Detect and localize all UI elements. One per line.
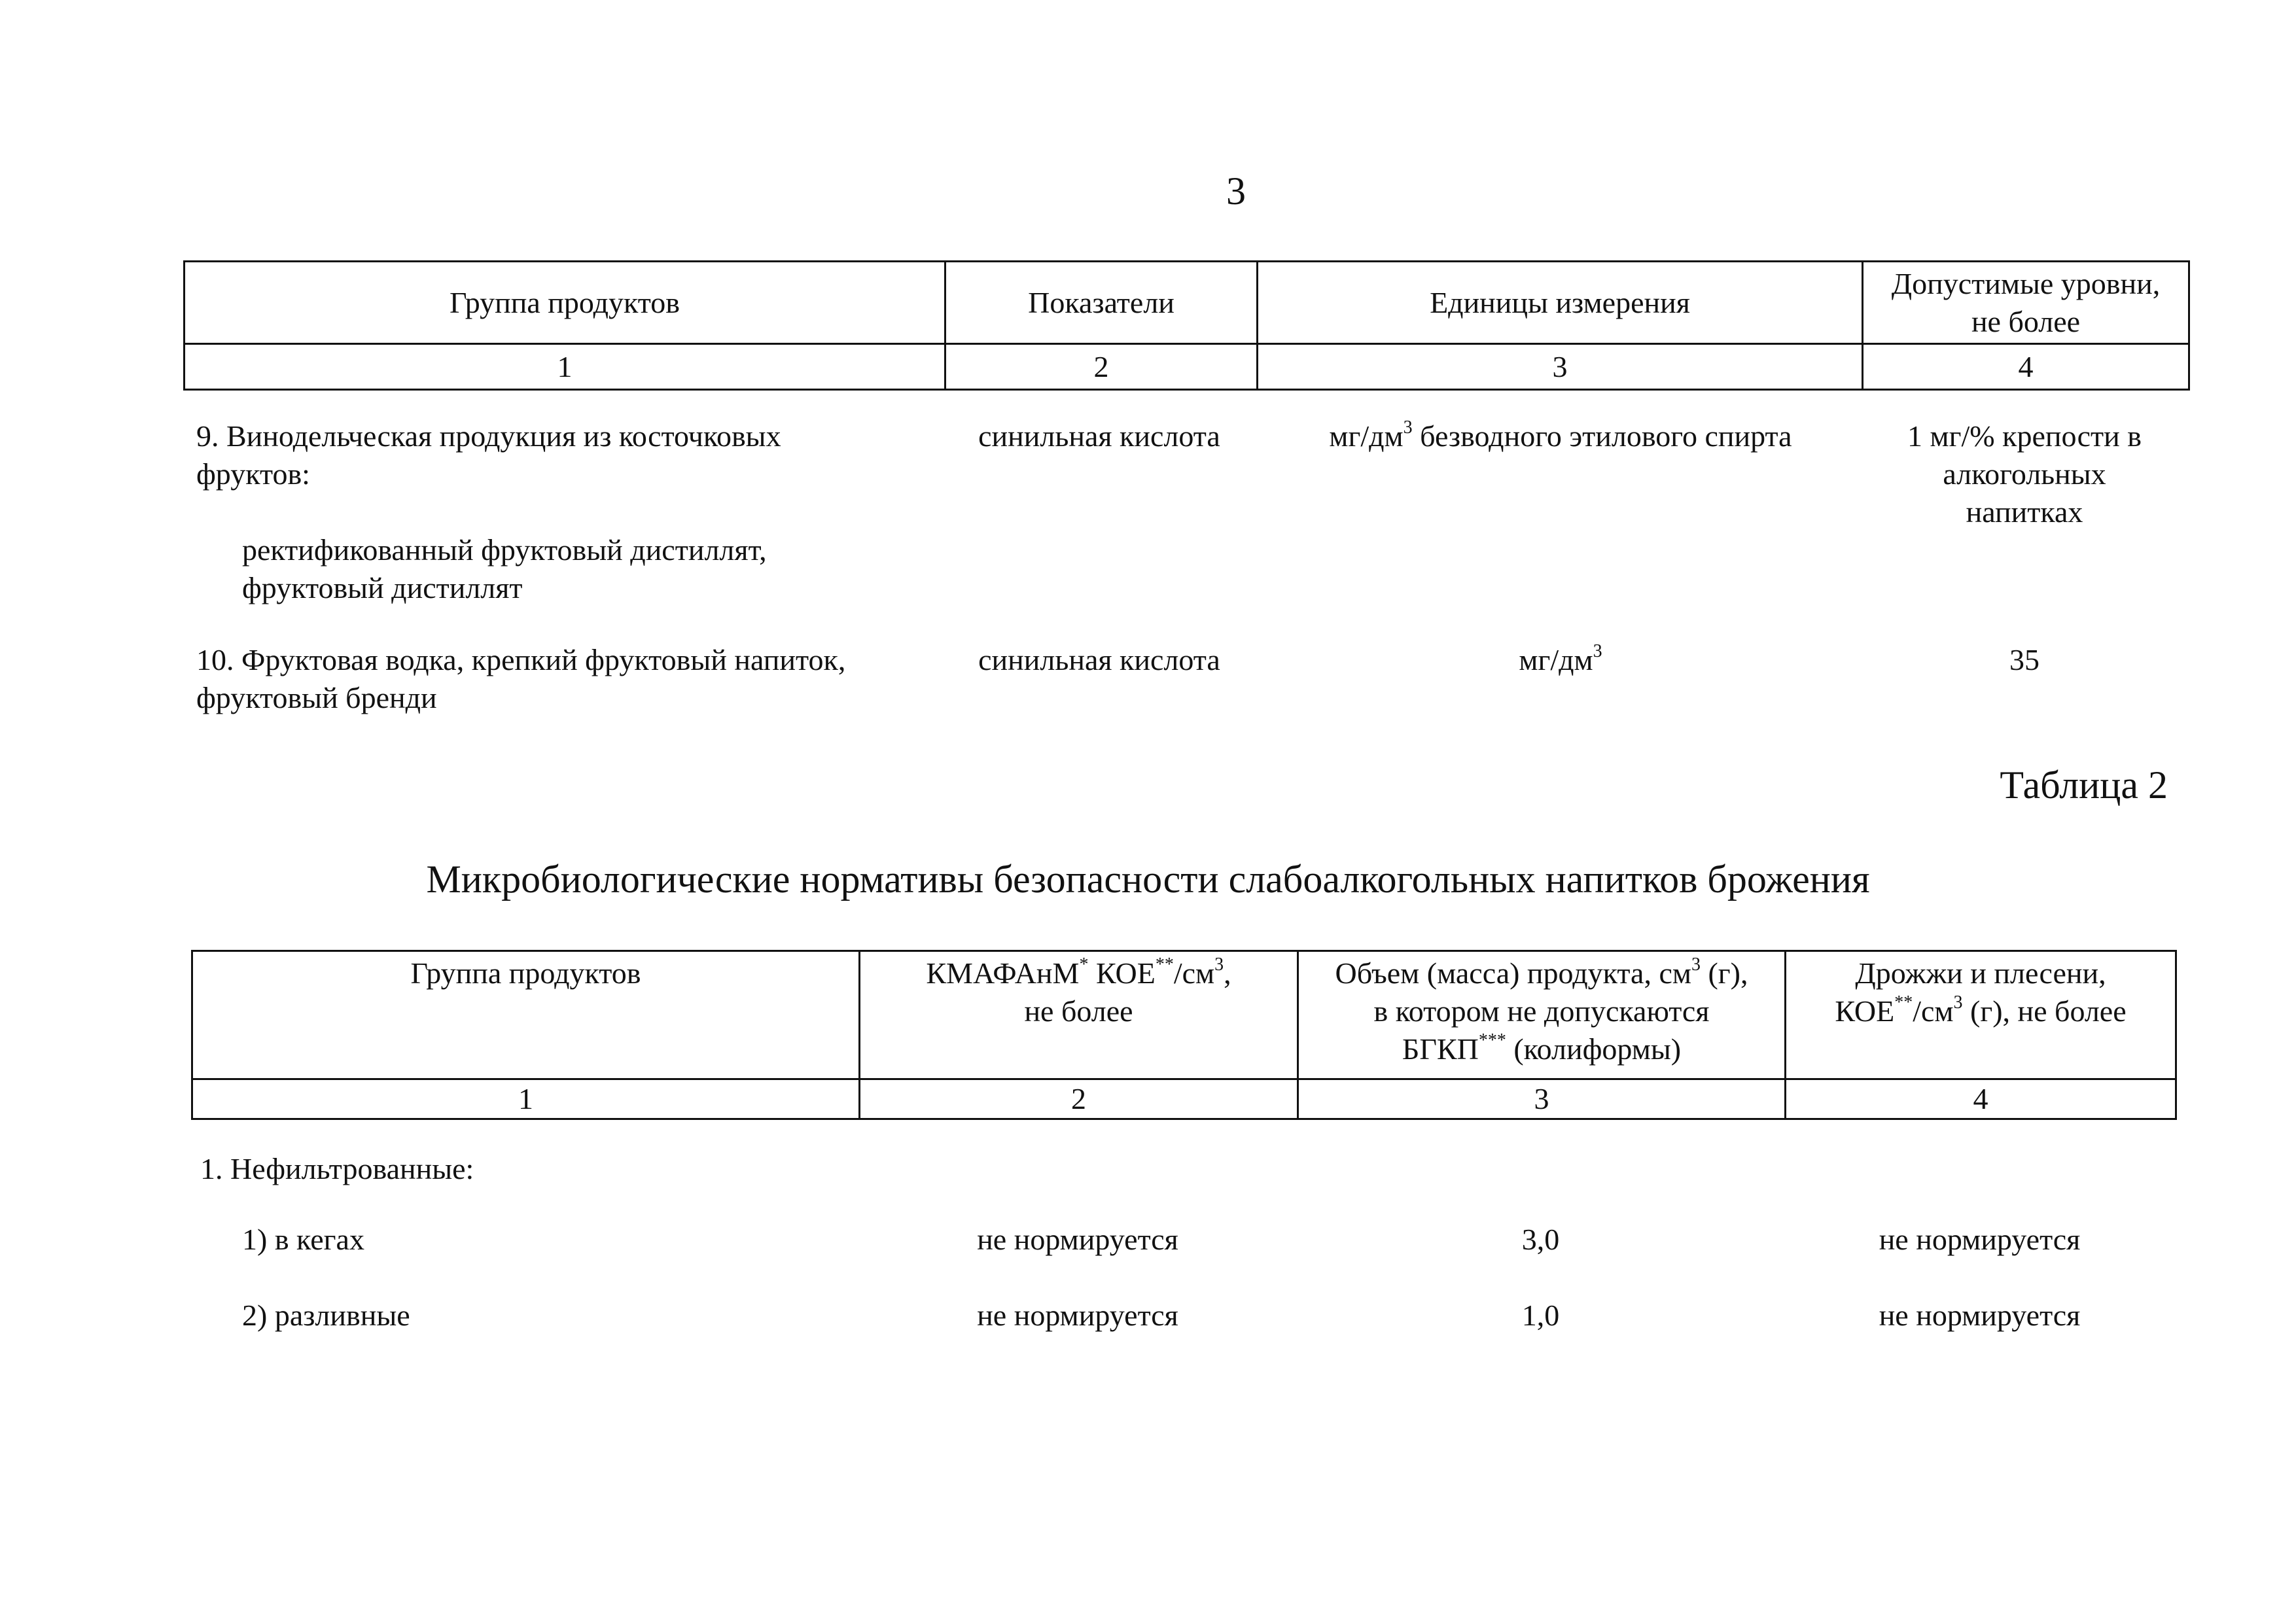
table2-title: Микробиологические нормативы безопасности слабоалкогольных напитков брожения	[426, 858, 1870, 901]
table1-row9-unit-main: мг/дм	[1329, 419, 1404, 453]
table1-row9-group-line1: 9. Винодельческая продукция из косточковых	[196, 419, 781, 453]
table2-header-kmafanm-text-c: /см	[1173, 956, 1215, 990]
table1-row9-group-line2: фруктов:	[196, 457, 310, 491]
table2-colnum-2: 2	[860, 1079, 1298, 1119]
table2-header-yeast-line2	[1793, 992, 2168, 1030]
table2-header-volume-line2: в котором не допускаются	[1373, 994, 1710, 1028]
table2-header-volume-text-b: (г),	[1700, 956, 1748, 990]
table2-header-kmafanm-text-d: ,	[1224, 956, 1231, 990]
table2-header-kmafanm-sup3: 3	[1214, 954, 1224, 975]
table2-colnum-1: 1	[192, 1079, 860, 1119]
table2-colnum-3: 3	[1298, 1079, 1786, 1119]
table2-label: Таблица 2	[2000, 763, 2168, 807]
table2-header-kmafanm-line1	[867, 954, 1290, 992]
table1-header-level	[1863, 262, 2189, 344]
table1-header-group: Группа продуктов	[185, 262, 945, 344]
table1-colnum-2: 2	[945, 344, 1258, 390]
table2-header-yeast-line1: Дрожжи и плесени,	[1855, 956, 2106, 990]
table2-colnum-4: 4	[1786, 1079, 2176, 1119]
table2-header-group: Группа продуктов	[192, 951, 860, 1079]
table2-header-volume-line3	[1305, 1030, 1778, 1068]
table1-row10-unit	[1256, 641, 1865, 679]
table1-row9-unit-sup: 3	[1403, 417, 1413, 438]
table1-colnum-3: 3	[1258, 344, 1863, 390]
table2-row1-group: 1) в кегах	[242, 1223, 364, 1256]
table1-row9-level-line1: 1 мг/% крепости в	[1907, 419, 2142, 453]
table2-header-volume-sup2: ***	[1478, 1030, 1506, 1051]
table1-header-unit: Единицы измерения	[1258, 262, 1863, 344]
table2-header-yeast	[1786, 951, 2176, 1079]
table2-header-volume-text-c: БГКП	[1402, 1032, 1479, 1066]
table2-header	[191, 950, 2177, 1120]
table1-row9-subgroup	[196, 531, 949, 607]
table2-section-unfiltered: 1. Нефильтрованные:	[200, 1152, 474, 1185]
table1-row9-unit	[1256, 417, 1865, 455]
table2-header-kmafanm	[860, 951, 1298, 1079]
table1-header-level-line1: Допустимые уровни,	[1891, 266, 2161, 300]
table1-row9-subgroup-line1: ректификованный фруктовый дистиллят,	[242, 533, 767, 567]
table1-row10-group-line1: 10. Фруктовая водка, крепкий фруктовый напиток,	[196, 643, 846, 676]
table1-header-indicator: Показатели	[945, 262, 1258, 344]
table2-header-kmafanm-text-b: КОЕ	[1088, 956, 1156, 990]
table1-row9-level-line3: напитках	[1966, 495, 2083, 529]
table1-row9-level-line2: алкогольных	[1943, 457, 2106, 491]
table2-row2-volume: 1,0	[1521, 1299, 1560, 1332]
table2-row1-kmafanm: не нормируется	[977, 1223, 1178, 1256]
table1-row9-unit-rest: безводного этилового спирта	[1412, 419, 1792, 453]
table2-row2-group: 2) разливные	[242, 1299, 410, 1332]
table2-header-yeast-text-a: КОЕ	[1835, 994, 1895, 1028]
table2-header-volume-text-d: (колиформы)	[1506, 1032, 1682, 1066]
table1-row10-group-line2: фруктовый бренди	[196, 681, 437, 714]
table2-row2-yeast: не нормируется	[1879, 1299, 2081, 1332]
table1-colnum-1: 1	[185, 344, 945, 390]
table2-row1-yeast: не нормируется	[1879, 1223, 2081, 1256]
table1-row10-group	[196, 641, 949, 717]
table2-header-yeast-text-b: /см	[1913, 994, 1954, 1028]
table1-colnum-4: 4	[1863, 344, 2189, 390]
table2-header-kmafanm-text-a: КМАФАнМ	[926, 956, 1080, 990]
table2-header-kmafanm-sup1: *	[1079, 954, 1089, 975]
table1-row9-level	[1862, 417, 2187, 531]
table1-row10-unit-sup: 3	[1593, 641, 1602, 661]
table2-header-yeast-text-c: (г), не более	[1962, 994, 2127, 1028]
table1-row9-group	[196, 417, 949, 607]
page-number: 3	[1226, 169, 1246, 213]
table2-header-kmafanm-sup2: **	[1155, 954, 1174, 975]
table1-row10-level: 35	[2009, 643, 2040, 676]
table1-row10-indicator: синильная кислота	[978, 643, 1220, 676]
table2-header-volume-text-a: Объем (масса) продукта, см	[1335, 956, 1691, 990]
table2-header-volume-line1	[1305, 954, 1778, 992]
table2-header-volume-sup1: 3	[1691, 954, 1701, 975]
table1-header	[183, 260, 2190, 391]
table1-row10-unit-main: мг/дм	[1519, 643, 1593, 676]
table2-header-yeast-sup1: **	[1894, 992, 1913, 1013]
table2-header-yeast-sup2: 3	[1953, 992, 1963, 1013]
table2-header-volume	[1298, 951, 1786, 1079]
table2-row1-volume: 3,0	[1521, 1223, 1560, 1256]
table1-row9-subgroup-line2: фруктовый дистиллят	[242, 571, 523, 604]
table2-row2-kmafanm: не нормируется	[977, 1299, 1178, 1332]
table1-row9-indicator: синильная кислота	[978, 419, 1220, 453]
table1-header-level-line2: не более	[1971, 304, 2081, 338]
table2-header-kmafanm-line2: не более	[1024, 994, 1133, 1028]
